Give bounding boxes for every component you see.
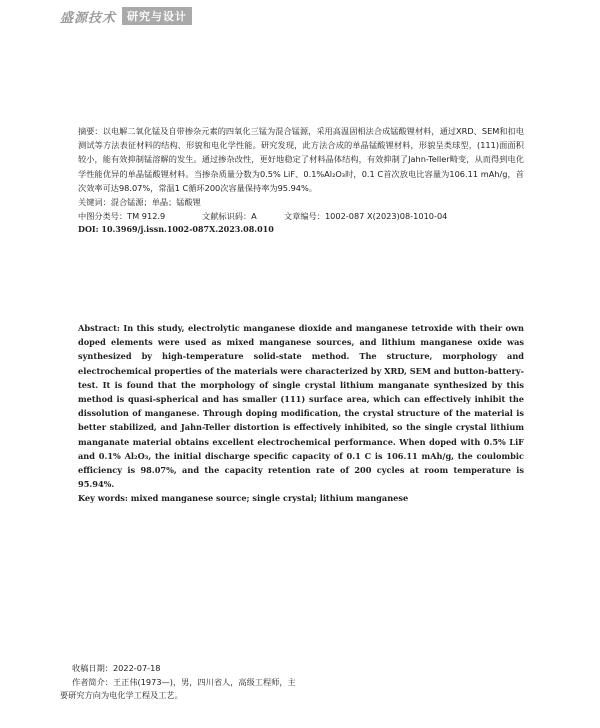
- section-label: 研究与设计: [122, 7, 192, 25]
- author-bio-continued: 要研究方向为电化学工程及工艺。: [60, 690, 183, 700]
- author-bio: 作者简介：王正伟(1973—)，男，四川省人，高级工程师，主: [72, 676, 296, 687]
- document-code: 文献标识码：A: [202, 211, 257, 222]
- english-abstract-block: [78, 321, 524, 506]
- chinese-abstract-block: [78, 124, 524, 236]
- chinese-keywords: 关键词：混合锰源；单晶；锰酸锂: [78, 197, 201, 208]
- article-number: 文章编号：1002-087 X(2023)08-1010-04: [284, 211, 448, 222]
- doi: DOI: 10.3969/j.issn.1002-087X.2023.08.010: [78, 224, 274, 235]
- journal-header: [60, 7, 192, 25]
- footnote-block: [60, 662, 540, 703]
- clc-number: 中图分类号：TM 912.9: [78, 211, 166, 222]
- english-keywords: Key words: mixed manganese source; single crystal; lithium manganese: [78, 493, 409, 504]
- english-abstract: Abstract: In this study, electrolytic manganese dioxide and manganese tetroxide with their own doped elements were used as mixed manganese sources, and lithium manganese oxide was synthesized by high-temperature solid-state method. The structure, morphology and electrochemical properties of the materials were characterized by XRD, SEM and button-battery-test. It is found that the morphology of single crystal lithium manganate synthesized by this method is quasi-spherical and has smaller (111) surface area, which can effectively inhibit the dissolution of manganese. Through doping modification, the crystal structure of the material is better stabilized, and Jahn-Teller distortion is effectively inhibited, so the single crystal lithium manganate material obtains excellent electrochemical performance. When doped with 0.5% LiF and 0.1% Al₂O₃, the initial discharge specific capacity of 0.1 C is 106.11 mAh/g, the coulombic efficiency is 98.07%, and the capacity retention rate of 200 cycles at room temperature is 95.94%.: [78, 323, 524, 490]
- chinese-abstract: 摘要：以电解二氧化锰及自带掺杂元素的四氧化三锰为混合锰源，采用高温固相法合成锰酸锂材料，通过XRD、SEM和扣电测试等方法表征材料的结构、形貌和电化学性能。研究发现，此方法合成的单晶锰酸锂材料，形貌呈类球型，(111)面面积较小，能有效抑制锰溶解的发生。通过掺杂改性，更好地稳定了材料晶体结构，有效抑制了Jahn-Teller畸变，从而得到电化学性能优异的单晶锰酸锂材料。当掺杂质量分数为0.5% LiF、0.1%Al₂O₃时，0.1 C首次放电比容量为106.11 mAh/g，首次效率可达98.07%，常温1 C循环200次容量保持率为95.94%。: [78, 126, 524, 193]
- classification-row: [78, 209, 524, 223]
- received-date: 收稿日期：2022-07-18: [72, 663, 161, 673]
- journal-logo: 盛源技术: [60, 10, 117, 26]
